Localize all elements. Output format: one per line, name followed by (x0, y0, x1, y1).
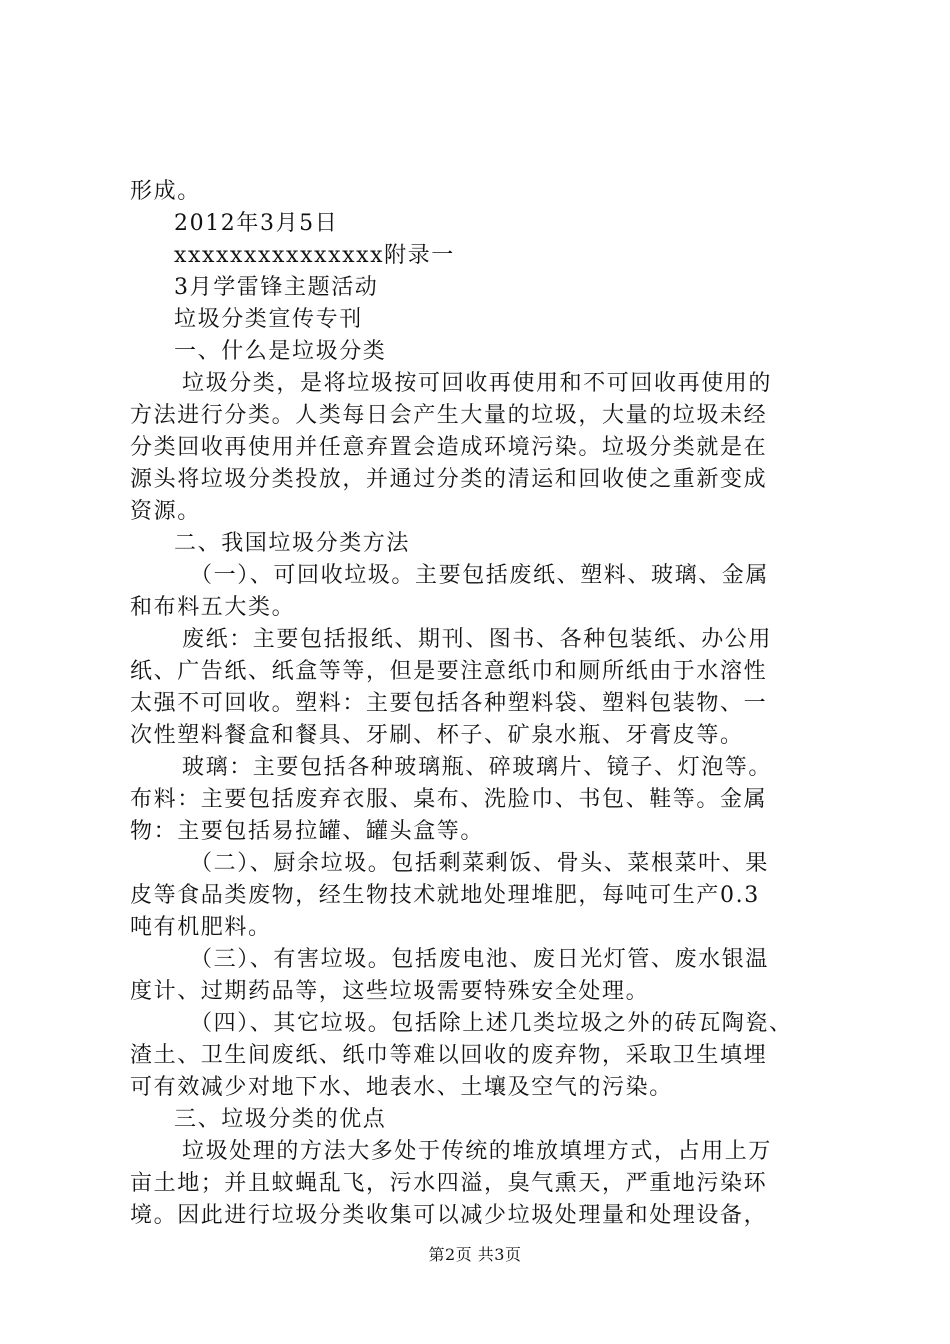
paragraph-line: 太强不可回收。塑料：主要包括各种塑料袋、塑料包装物、一 (130, 691, 768, 716)
page-footer: 第2页 共3页 (428, 1245, 522, 1264)
paragraph-line: 源头将垃圾分类投放，并通过分类的清运和回收使之重新变成 (130, 467, 768, 492)
section-heading-3: 三、垃圾分类的优点 (174, 1107, 387, 1132)
paragraph-line: 纸、广告纸、纸盒等等，但是要注意纸巾和厕所纸由于水溶性 (130, 659, 768, 684)
paragraph-line: 布料：主要包括废弃衣服、桌布、洗脸巾、书包、鞋等。金属 (130, 787, 768, 812)
paragraph-line: 度计、过期药品等，这些垃圾需要特殊安全处理。 (130, 979, 650, 1004)
paragraph-line: 渣土、卫生间废纸、纸巾等难以回收的废弃物，采取卫生填埋 (130, 1043, 768, 1068)
paragraph-line: （三）、有害垃圾。包括废电池、废日光灯管、废水银温 (190, 947, 770, 972)
section-heading-2: 二、我国垃圾分类方法 (174, 531, 411, 556)
text-line: 形成。 (130, 179, 201, 204)
paragraph-line: 物：主要包括易拉罐、罐头盒等。 (130, 819, 485, 844)
paragraph-line: 次性塑料餐盒和餐具、牙刷、杯子、矿泉水瓶、牙膏皮等。 (130, 723, 744, 748)
paragraph-line: 垃圾分类，是将垃圾按可回收再使用和不可回收再使用的 (182, 371, 773, 396)
paragraph-line: 和布料五大类。 (130, 595, 296, 620)
paragraph-line: （二）、厨余垃圾。包括剩菜剩饭、骨头、菜根菜叶、果 (190, 851, 770, 876)
paragraph-line: 亩土地；并且蚊蝇乱飞，污水四溢，臭气熏天，严重地污染环 (130, 1171, 768, 1196)
paragraph-line: 吨有机肥料。 (130, 915, 272, 940)
paragraph-line: 资源。 (130, 499, 201, 524)
paragraph-line: （一）、可回收垃圾。主要包括废纸、塑料、玻璃、金属 (190, 563, 770, 588)
section-heading-1: 一、什么是垃圾分类 (174, 339, 387, 364)
special-issue-title: 垃圾分类宣传专刊 (174, 307, 363, 332)
date-line: 2012年3月5日 (174, 211, 339, 236)
paragraph-line: 分类回收再使用并任意弃置会造成环境污染。垃圾分类就是在 (130, 435, 768, 460)
appendix-line: xxxxxxxxxxxxxxx附录一 (174, 243, 455, 268)
paragraph-line: 玻璃：主要包括各种玻璃瓶、碎玻璃片、镜子、灯泡等。 (182, 755, 773, 780)
activity-title: 3月学雷锋主题活动 (174, 275, 379, 300)
paragraph-line: 垃圾处理的方法大多处于传统的堆放填埋方式，占用上万 (182, 1139, 773, 1164)
paragraph-line: （四）、其它垃圾。包括除上述几类垃圾之外的砖瓦陶瓷、 (190, 1011, 793, 1036)
paragraph-line: 皮等食品类废物，经生物技术就地处理堆肥，每吨可生产0.3 (130, 883, 760, 908)
paragraph-line: 可有效减少对地下水、地表水、土壤及空气的污染。 (130, 1075, 673, 1100)
paragraph-line: 境。因此进行垃圾分类收集可以减少垃圾处理量和处理设备， (130, 1203, 768, 1228)
document-body (130, 176, 830, 1232)
paragraph-line: 废纸：主要包括报纸、期刊、图书、各种包装纸、办公用 (182, 627, 773, 652)
paragraph-line: 方法进行分类。人类每日会产生大量的垃圾，大量的垃圾未经 (130, 403, 768, 428)
